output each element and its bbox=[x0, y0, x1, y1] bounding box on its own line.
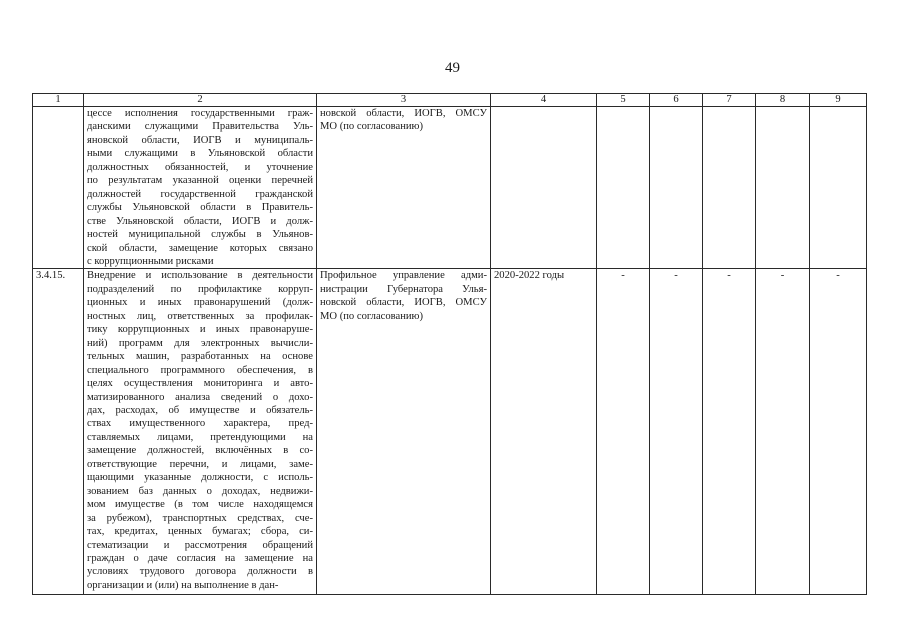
text-line: должностей государственной гражданской bbox=[87, 188, 313, 200]
text-line: за рубежом), транспортных средствах, сче- bbox=[87, 512, 313, 524]
text-line: тах, кредитах, ценных бумагах; сбора, си- bbox=[87, 526, 313, 538]
responsible-cell bbox=[317, 269, 491, 595]
item-number-cell: 3.4.15. bbox=[33, 269, 84, 595]
value-cell-9: - bbox=[810, 269, 867, 595]
period-cell: 2020-2022 годы bbox=[491, 269, 597, 595]
responsible-cell bbox=[317, 107, 491, 269]
text-line: ностных лиц, ответственных за профилак- bbox=[87, 310, 313, 322]
text-line: данскими служащими Правительства Уль- bbox=[87, 121, 313, 133]
item-number-cell bbox=[33, 107, 84, 269]
text-line: замещение должностей, включённых в со- bbox=[87, 445, 313, 457]
description-text bbox=[87, 269, 313, 592]
table-row bbox=[33, 107, 867, 269]
text-line: специального программного обеспечения, в bbox=[87, 364, 313, 376]
column-header-5: 5 bbox=[597, 94, 650, 107]
text-line: по результатам указанной оценки перечней bbox=[87, 175, 313, 187]
text-line: ний) программ для электронных вычисли- bbox=[87, 337, 313, 349]
description-text bbox=[87, 107, 313, 268]
text-line: ствах имущественного характера, пред- bbox=[87, 418, 313, 430]
text-line: Внедрение и использование в деятельности bbox=[87, 270, 313, 282]
text-line: МО (по согласованию) bbox=[320, 310, 423, 322]
text-line: должностных обязанностей, и уточнение bbox=[87, 161, 313, 173]
text-line: условиях трудового договора должности в bbox=[87, 566, 313, 578]
text-line: дах, расходах, об имуществе и обязатель- bbox=[87, 404, 313, 416]
column-header-8: 8 bbox=[756, 94, 810, 107]
text-line: ностей муниципальной службы в Ульянов- bbox=[87, 229, 313, 241]
value-cell-7: - bbox=[703, 269, 756, 595]
text-line: ционных и иных правонарушений (долж- bbox=[87, 297, 313, 309]
responsible-text bbox=[320, 269, 487, 323]
column-header-2: 2 bbox=[84, 94, 317, 107]
column-header-4: 4 bbox=[491, 94, 597, 107]
column-header-9: 9 bbox=[810, 94, 867, 107]
value-cell-6: - bbox=[650, 269, 703, 595]
text-line: МО (по согласованию) bbox=[320, 121, 423, 133]
text-line: новской области, ИОГВ, ОМСУ bbox=[320, 108, 487, 119]
text-line: организации и (или) на выполнение в дан- bbox=[87, 579, 279, 591]
column-header-6: 6 bbox=[650, 94, 703, 107]
text-line: службы Ульяновской области в Правитель- bbox=[87, 202, 313, 214]
text-line: щающими указанные должности, с исполь- bbox=[87, 472, 313, 484]
text-line: нистрации Губернатора Улья- bbox=[320, 283, 487, 295]
text-line: ской области, замещение которых связано bbox=[87, 242, 313, 254]
column-header-1: 1 bbox=[33, 94, 84, 107]
table-header-row bbox=[33, 94, 867, 107]
text-line: целях осуществления мониторинга и авто- bbox=[87, 378, 313, 390]
text-line: Профильное управление адми- bbox=[320, 270, 487, 282]
text-line: зованием баз данных о доходах, недвижи- bbox=[87, 485, 313, 497]
responsible-text bbox=[320, 107, 487, 134]
text-line: матизированного анализа сведений о дохо- bbox=[87, 391, 313, 403]
text-line: тику коррупционных и иных правонаруше- bbox=[87, 324, 313, 336]
text-line: мом имуществе (в том числе находящемся bbox=[87, 499, 313, 511]
description-cell bbox=[84, 107, 317, 269]
page-number: 49 bbox=[445, 60, 460, 76]
value-cell-6 bbox=[650, 107, 703, 269]
value-cell-7 bbox=[703, 107, 756, 269]
text-line: с коррупционными рисками bbox=[87, 255, 214, 267]
value-cell-5 bbox=[597, 107, 650, 269]
text-line: яновской области, ИОГВ и муниципаль- bbox=[87, 134, 313, 146]
text-line: новской области, ИОГВ, ОМСУ bbox=[320, 297, 487, 309]
text-line: цессе исполнения государственными граж- bbox=[87, 108, 313, 119]
value-cell-5: - bbox=[597, 269, 650, 595]
text-line: граждан о даче согласия на замещение на bbox=[87, 552, 313, 564]
text-line: подразделений по профилактике корруп- bbox=[87, 283, 313, 295]
text-line: ответствующие перечни, и лицами, заме- bbox=[87, 458, 313, 470]
text-line: стематизации и рассмотрения обращений bbox=[87, 539, 313, 551]
table-row bbox=[33, 269, 867, 595]
text-line: ными служащими в Ульяновской области bbox=[87, 148, 313, 160]
value-cell-8 bbox=[756, 107, 810, 269]
column-header-7: 7 bbox=[703, 94, 756, 107]
description-cell bbox=[84, 269, 317, 595]
text-line: тельных машин, разработанных на основе bbox=[87, 351, 313, 363]
text-line: ставляемых лицами, претендующими на bbox=[87, 431, 313, 443]
plan-table bbox=[32, 93, 867, 595]
period-cell bbox=[491, 107, 597, 269]
value-cell-9 bbox=[810, 107, 867, 269]
text-line: стве Ульяновской области, ИОГВ и долж- bbox=[87, 215, 313, 227]
value-cell-8: - bbox=[756, 269, 810, 595]
column-header-3: 3 bbox=[317, 94, 491, 107]
